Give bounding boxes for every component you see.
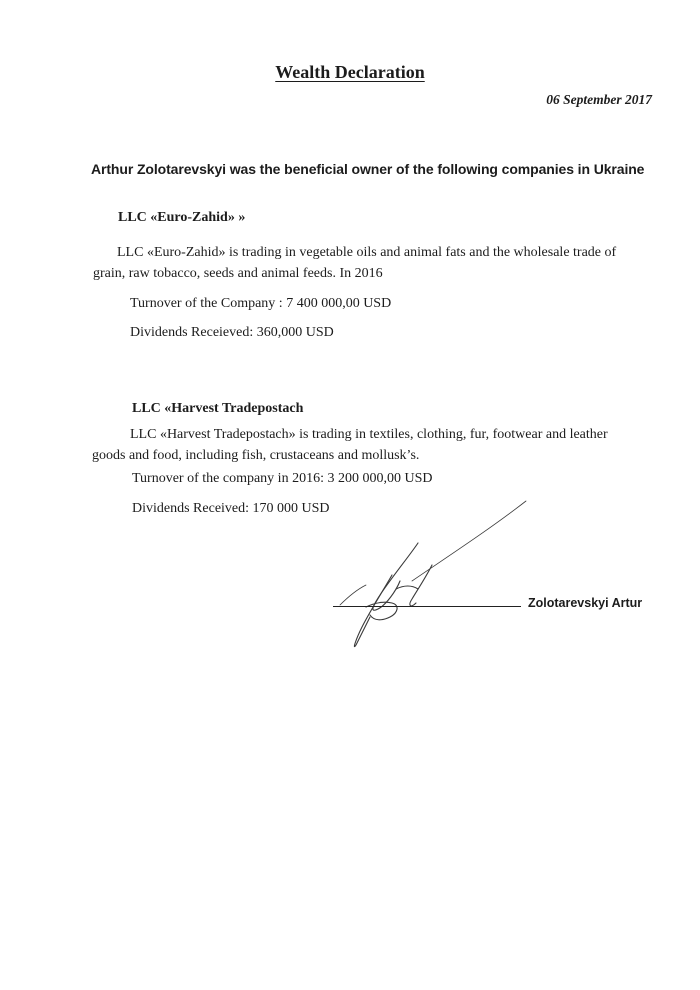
- company-dividends-euro-zahid: Dividends Receieved: 360,000 USD: [130, 325, 334, 340]
- owner-statement: Arthur Zolotarevskyi was the beneficial owner of the following companies in Ukraine: [91, 161, 645, 177]
- document-date: 06 September 2017: [546, 92, 652, 107]
- company-turnover-harvest-tradepostach: Turnover of the company in 2016: 3 200 000,00 USD: [132, 471, 433, 486]
- company-name-euro-zahid: LLC «Euro-Zahid» »: [118, 210, 246, 225]
- company-dividends-harvest-tradepostach: Dividends Received: 170 000 USD: [132, 501, 330, 516]
- document-title: Wealth Declaration: [275, 62, 425, 82]
- signatory-name: Zolotarevskyi Artur: [528, 596, 643, 610]
- handwritten-signature: [300, 485, 560, 665]
- company-name-harvest-tradepostach: LLC «Harvest Tradepostach: [132, 401, 304, 416]
- company-turnover-euro-zahid: Turnover of the Company : 7 400 000,00 USD: [130, 296, 392, 311]
- company-description-harvest-tradepostach: LLC «Harvest Tradepostach» is trading in textiles, clothing, fur, footwear and leather goods and food, including fish, crustaceans and mollusk’s.: [92, 427, 608, 463]
- company-description-euro-zahid: LLC «Euro-Zahid» is trading in vegetable oils and animal fats and the wholesale trade of grain, raw tobacco, seeds and animal feeds. In 2016: [93, 245, 617, 281]
- signature-line: [333, 606, 521, 607]
